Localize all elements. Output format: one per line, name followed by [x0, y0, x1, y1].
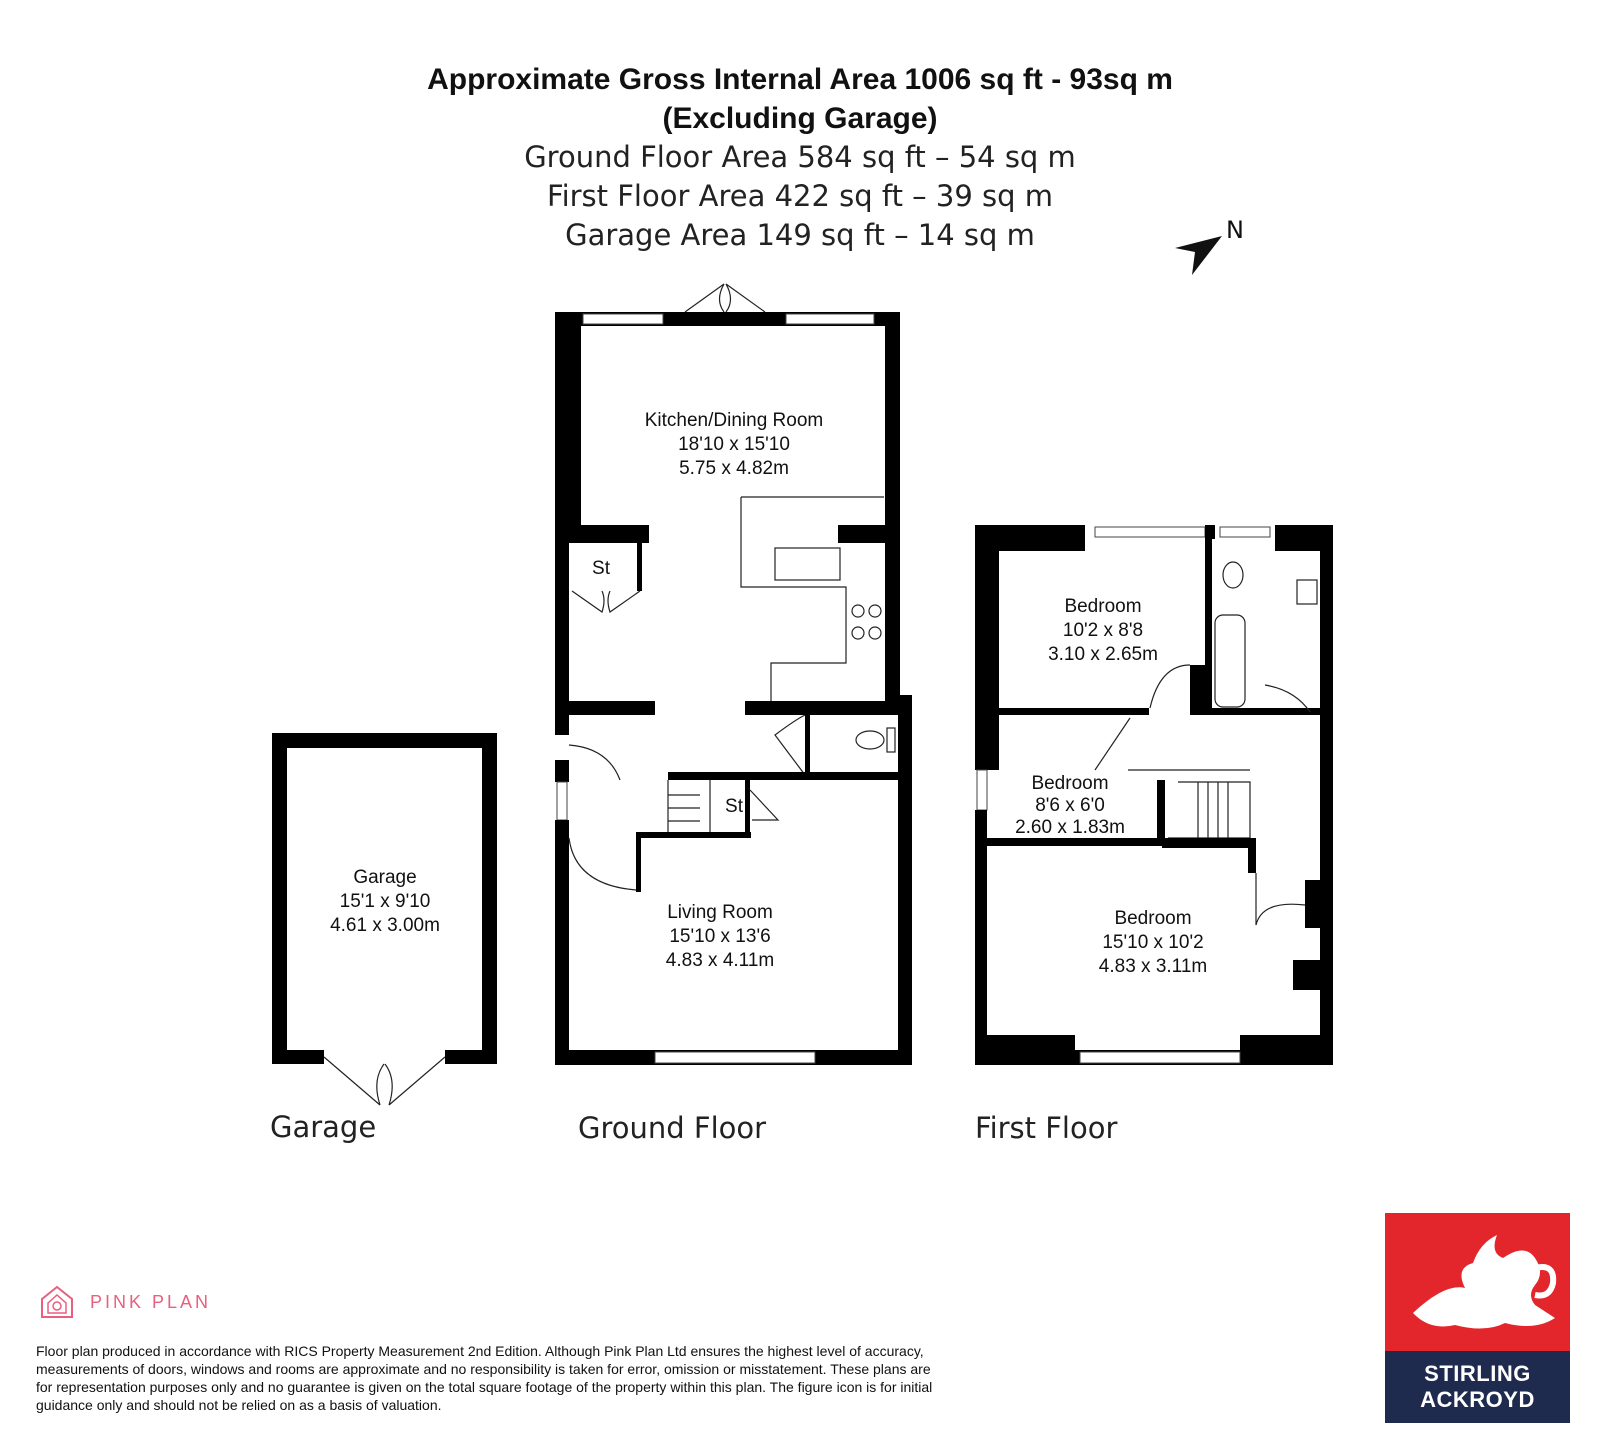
first-floor-label: First Floor — [975, 1111, 1118, 1145]
bed1-name: Bedroom — [1064, 596, 1142, 617]
store-2-label: St — [725, 796, 743, 817]
agent-name-line2: ACKROYD — [1420, 1387, 1535, 1412]
store-1-label: St — [592, 558, 610, 579]
store-door-2 — [750, 790, 778, 820]
ground-stairs — [668, 780, 710, 835]
agent-name-line1: STIRLING — [1424, 1361, 1531, 1386]
disclaimer-text: Floor plan produced in accordance with RICS Property Measurement 2nd Edition. Although Pink Plan Ltd ensures the highest level of accuracy, measurements of doors, windows and rooms are approximate and no responsibility is taken for error, omission or misstatement. These plans are for representation purposes only and no guarantee is given on the total square footage of the property within this plan. The figure icon is for initial guidance only and should not be relied on as a basis of valuation. — [36, 1343, 933, 1413]
bed2-metric: 2.60 x 1.83m — [1015, 817, 1125, 838]
north-arrow-icon — [1175, 216, 1244, 275]
agent-logo-emblem — [1385, 1213, 1570, 1351]
bed1-imperial: 10'2 x 8'8 — [1062, 620, 1144, 641]
ground-floor-label: Ground Floor — [578, 1111, 767, 1145]
bed3-imperial: 15'10 x 10'2 — [1102, 932, 1204, 953]
landing-door — [1256, 873, 1305, 925]
bed3-metric: 4.83 x 3.11m — [1098, 956, 1208, 977]
living-imperial: 15'10 x 13'6 — [669, 926, 771, 947]
store-door-1 — [572, 591, 640, 612]
kitchen-name: Kitchen/Dining Room — [644, 410, 824, 431]
garage-room-name: Garage — [353, 867, 417, 888]
garage-room-metric: 4.61 x 3.00m — [330, 915, 440, 936]
kitchen-imperial: 18'10 x 15'10 — [678, 434, 790, 455]
garage-floor-label: Garage — [270, 1110, 377, 1144]
living-name: Living Room — [667, 902, 773, 923]
garage-door — [324, 1057, 445, 1105]
hall-doors — [569, 745, 636, 890]
bed2-imperial: 8'6 x 6'0 — [1035, 795, 1105, 816]
living-metric: 4.83 x 4.11m — [665, 950, 775, 971]
griffin-icon — [1385, 1213, 1570, 1351]
bed1-metric: 3.10 x 2.65m — [1048, 644, 1158, 665]
garage-room-imperial: 15'1 x 9'10 — [339, 891, 431, 912]
kitchen-metric: 5.75 x 4.82m — [679, 458, 789, 479]
excluding-garage-note: (Excluding Garage) — [662, 102, 938, 135]
stirling-ackroyd-logo — [1385, 1213, 1570, 1423]
north-label: N — [1226, 216, 1244, 244]
agent-name-block — [1385, 1351, 1570, 1423]
bed2-name: Bedroom — [1031, 773, 1109, 794]
gross-area-title: Approximate Gross Internal Area 1006 sq ft - 93sq m — [427, 63, 1173, 96]
bathroom-door — [1265, 685, 1310, 712]
bed1-door — [1150, 665, 1190, 708]
wc-door — [775, 715, 805, 775]
pink-plan-brand — [38, 1283, 211, 1321]
ground-floor-area: Ground Floor Area 584 sq ft – 54 sq m — [524, 140, 1076, 174]
garage-plan — [272, 733, 497, 1105]
first-floor-plan — [975, 525, 1333, 1065]
garage-area: Garage Area 149 sq ft – 14 sq m — [565, 218, 1035, 252]
pink-plan-logo-icon — [38, 1283, 76, 1321]
ground-floor-plan — [555, 284, 912, 1065]
bed3-name: Bedroom — [1114, 908, 1192, 929]
patio-doors — [685, 284, 765, 312]
pink-plan-name: PINK PLAN — [90, 1291, 212, 1312]
first-floor-area: First Floor Area 422 sq ft – 39 sq m — [547, 179, 1053, 213]
